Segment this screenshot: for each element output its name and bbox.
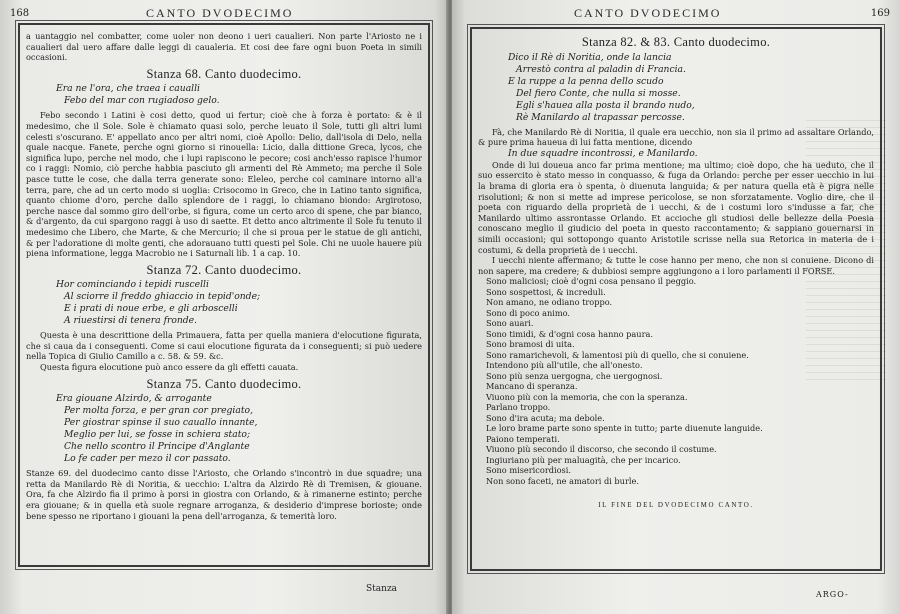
verse-line: In due squadre incontrossi, e Manilardo.	[508, 147, 698, 159]
opening-paragraph: a uantaggio nel combatter, come uoler non deono i ueri caualieri. Non parte l'Ariosto ne i caualieri dal uero affare dalle leggi di caualeria. Et cosi dee fare ogni buon Poeta in simili occasioni.	[26, 31, 422, 63]
list-item: Sono maliciosi; cioè d'ogni cosa pensano il peggio.	[486, 276, 697, 287]
right-page	[452, 0, 900, 614]
list-item: Sono d'ira acuta; ma debole.	[486, 412, 605, 423]
stanza-82-verses	[478, 52, 874, 124]
list-item: Parlano troppo.	[486, 402, 551, 413]
canto-end-line: IL FINE DEL DVODECIMO CANTO.	[598, 501, 754, 510]
verse-line: Per giostrar spinse il suo cauallo innante,	[64, 417, 258, 429]
verse-line: E i prati di noue erbe, e gli arboscelli	[64, 303, 238, 315]
list-item: Sono bramosi di uita.	[486, 339, 575, 350]
list-item: Intendono più all'utile, che all'onesto.	[486, 360, 643, 371]
verse-line: Egli s'hauea alla posta il brando nudo,	[516, 99, 695, 111]
stanza-82-intro: Fà, che Manilardo Rè di Noritia, il quale era uecchio, non sia il primo ad assaltare Orlando, & pure prima haueua di lui fatta mentione, dicendo	[478, 126, 874, 148]
verse-line: Lo fe cader per mezo il cor passato.	[64, 453, 231, 465]
list-item: Non sono faceti, ne amatori di burle.	[486, 475, 639, 486]
verse-line: Per molta forza, e per gran cor pregiato,	[64, 405, 253, 417]
verse-line: Era ne l'ora, che traea i caualli	[56, 83, 200, 95]
list-item: Paiono temperati.	[486, 433, 560, 444]
list-item: Viuono più con la memoria, che con la speranza.	[486, 391, 688, 402]
list-item: Sono più senza uergogna, che uergognosi.	[486, 370, 663, 381]
stanza-72-commentary-2: Questa figura elocutione può anco essere da gli effetti cauata.	[40, 362, 299, 373]
verse-line: Febo del mar con rugiadoso gelo.	[64, 95, 220, 107]
list-item: Sono di poco animo.	[486, 307, 571, 318]
verse-line: Meglio per lui, se fosse in schiera stato;	[64, 429, 251, 441]
list-item: Sono misericordiosi.	[486, 465, 571, 476]
verse-line: Del fiero Conte, che nulla si mosse.	[516, 87, 681, 99]
stanza-82-intro-verse	[478, 148, 874, 160]
verse-line: Che nello scontro il Principe d'Anglante	[64, 441, 250, 453]
right-content	[478, 35, 874, 511]
stanza-75-heading: Stanza 75. Canto duodecimo.	[146, 376, 302, 391]
list-item: Non amano, ne odiano troppo.	[486, 297, 613, 308]
list-item: Mancano di speranza.	[486, 381, 578, 392]
verse-line: Rè Manilardo al trapassar percosse.	[516, 111, 685, 123]
stanza-72-commentary: Questa è una descrittione della Primauera, fatta per quella maniera d'elocutione figurata, che si caua da i conseguenti. Come si caui elocutione figurata da i conseguenti; si può uedere nella Topica di Giulio Camillo a c. 58. & 59. &c.	[26, 330, 422, 362]
list-item: Sono sospettosi, & increduli.	[486, 286, 606, 297]
right-page-number: 169	[870, 8, 890, 19]
left-page	[0, 0, 448, 614]
right-text-frame	[470, 27, 882, 571]
list-item: Ingiuriano più per maluagità, che per incarico.	[486, 454, 681, 465]
right-running-head: CANTO DVODECIMO	[574, 6, 722, 20]
left-running-head: CANTO DVODECIMO	[146, 6, 294, 20]
stanza-75-verses	[26, 393, 422, 465]
verse-line: Arrestò contra al paladin di Francia.	[516, 63, 686, 75]
stanza-75-commentary: Stanze 69. del duodecimo canto disse l'Ariosto, che Orlando s'incontrò in due squadre; una retta da Manilardo Rè di Noritia, & uecchio: L'altra da Alzirdo Rè di Tremisen, & giouane. Ora, fa che Alzirdo fia il primo à porsi in giostra con Orlando, & à rimanerne estinto; perche era giouane; & in quella età suole regnare arroganza, & desiderio d'imprese borioste; onde bene spesso ne riportano i giouani la pena dell'arroganza, & temerità loro.	[26, 468, 422, 521]
stanza-82-commentary: Onde di lui doueua anco far prima mentione; ma ultimo; cioè dopo, che ha ueduto, che il suo essercito è stato messo in conquasso, & fuga da Orlando: perche per esser uecchio in lui la brama di gloria era ò spenta, ò diuenuta languida; & per natura quella età è pigra nelle risolutioni; & non si mette ad imprese pericolose, se non sforzatamente. Voglio dire, che il poeta con riguardo della proprietà de i uecchi, & de i costumi loro s'indusse a far, che Manilardo ultimo assrontasse Orlando. Et accioche gli studiosi delle bellezze della Poesia conoscano meglio il giudicio del poeta in questo raccontamento; & sappiano gouernarsi in simili occasioni; qui sottopongo quanto Aristotile scrisse nella sua Retorica in materia de i costumi, & della proprietà de i uecchi.	[478, 159, 874, 255]
left-catchword: Stanza	[366, 584, 398, 594]
verse-line: Al sciorre il freddo ghiaccio in tepid'onde;	[64, 291, 261, 303]
verse-line: A riuestirsi di tenera fronde.	[64, 315, 198, 327]
stanza-68-verses	[26, 83, 422, 107]
aristotle-intro: I uecchi niente affermano; & tutte le cose hanno per meno, che non si conuiene. Dicono di non sapere, ma credere; & dubbiosi sempre aggiungono a i loro parlamenti il FORSE.	[478, 255, 874, 276]
list-item: Viuono più secondo il discorso, che secondo il costume.	[486, 444, 717, 455]
verse-line: Dico il Rè di Noritia, onde la lancia	[508, 51, 672, 63]
stanza-82-heading: Stanza 82. & 83. Canto duodecimo.	[581, 35, 771, 49]
right-catchword: ARGO-	[816, 590, 849, 599]
left-text-frame	[18, 23, 430, 567]
stanza-68-commentary: Febo secondo i Latini è cosi detto, quod ui fertur; cioè che à forza è portato: & è il medesimo, che il Sole. Sole è chiamato quasi solo, perche leuato il Sole, tutti gli altri lumi celesti s'oscurano. E' appellato anco per altri nomi, cioè Apollo: Delio, dall'isola di Delo, nella quale nacque. Fanete, perche ogni giorno si rinouella: Licio, dalla dittione Greca, lycos, che significa lupo, perche nel modo, che i lupi rapiscono le pecore; cosi anch'esso rapisce l'humor co i raggi: Nomio, ciò perche habbia pasciuto gli armenti del Rè Ammeto; ma perche il Sole pasce tutte le cose, che dalla terra generate sono: Eleleo, perche col caminare intorno all'a terra, pare, che ad un certo modo si uoglia: Crisocomo in Greco, che in Latino tanto significa, quanto chiome d'oro, perche dallo splendore de i raggi, lo chiamano biondo: Argirotoso, perche nasce dal sommo giro dell'orbe, si figura, come un certo arco di spene, che par bianco, & d'argento, da cui spargono raggi à uso di saette. Et detto anco altrimente il Sole fu tenuto il medesimo che Libero, che Marte, & che Mercurio; il che si proua per le statue de gli antichi, & per l'adoratione di molte genti, che adorauano tutti questi pel Sole. Chi ne uuole hauere più piena informatione, legga Macrobio ne i Saturnali lib. 1 a cap. 10.	[26, 110, 422, 259]
old-age-traits-list	[478, 276, 874, 486]
stanza-72-verses	[26, 279, 422, 327]
list-item: Sono auari.	[486, 318, 534, 329]
list-item: Sono timidi, & d'ogni cosa hanno paura.	[486, 328, 653, 339]
stanza-72-heading: Stanza 72. Canto duodecimo.	[146, 262, 302, 277]
stanza-68-heading: Stanza 68. Canto duodecimo.	[146, 66, 302, 81]
left-content	[26, 31, 422, 521]
verse-line: Era giouane Alzirdo, & arrogante	[56, 393, 212, 405]
verse-line: Hor cominciando i tepidi ruscelli	[56, 279, 209, 291]
list-item: Sono ramarichevoli, & lamentosi più di quello, che si conuiene.	[486, 349, 749, 360]
list-item: Le loro brame parte sono spente in tutto; parte diuenute languide.	[486, 423, 763, 434]
verse-line: E la ruppe a la penna dello scudo	[508, 75, 664, 87]
left-page-number: 168	[10, 8, 30, 19]
